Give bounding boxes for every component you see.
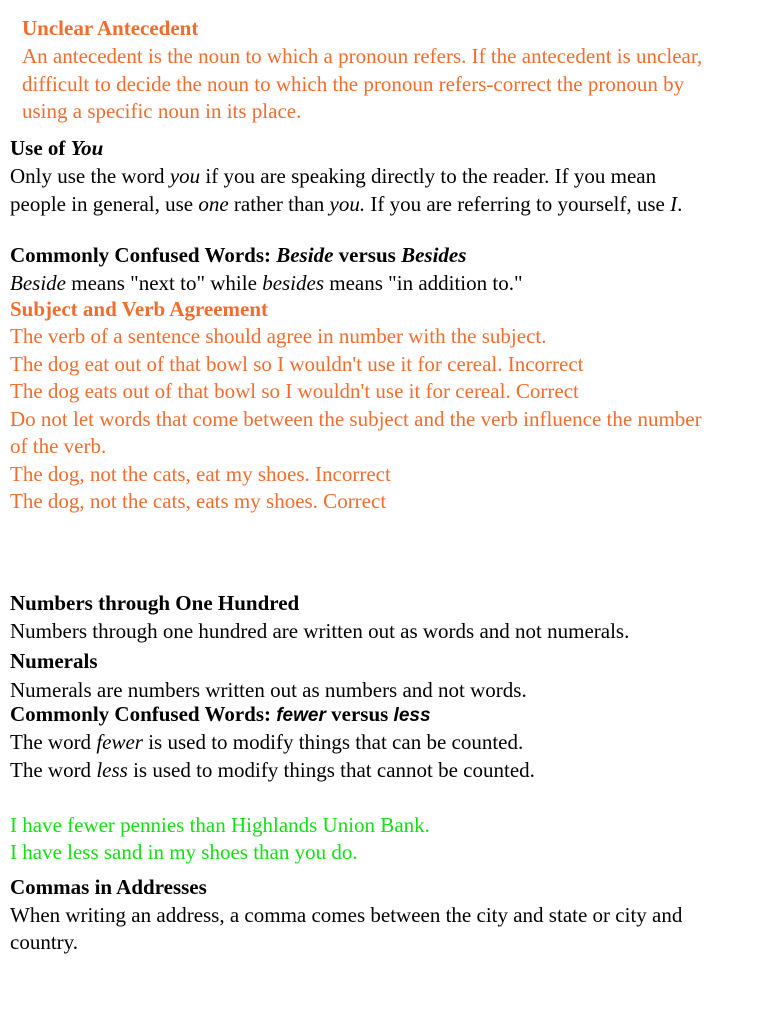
agreement-line-1: The verb of a sentence should agree in number with the subject. (10, 324, 547, 348)
numbers-line-1: Numbers through one hundred are written out as words and not numerals. (10, 619, 630, 643)
commas-line-1: When writing an address, a comma comes between the city and state or city and (10, 903, 683, 927)
commas-line-2: country. (10, 930, 79, 954)
beside-besides-line-1 (10, 270, 523, 297)
text-run: if you are speaking directly to the reader. If you mean (200, 164, 657, 188)
text-emphasis: besides (262, 271, 325, 295)
numerals-heading: Numerals (10, 649, 98, 673)
less-example-sentence: I have less sand in my shoes than you do. (10, 840, 358, 864)
agreement-line-5: of the verb. (10, 434, 107, 458)
text-run: means "next to" while (65, 271, 263, 295)
text-emphasis: you (169, 164, 201, 188)
use-of-you-line-1 (10, 163, 656, 190)
text-run: . (677, 192, 683, 216)
agreement-line-3: The dog eats out of that bowl so I wouldn't use it for cereal. Correct (10, 379, 579, 403)
text-emphasis: you. (329, 192, 366, 216)
text-run: means "in addition to." (324, 271, 523, 295)
fewer-less-line-2 (10, 757, 535, 784)
fewer-less-heading (10, 701, 431, 729)
text-emphasis: less (96, 758, 128, 782)
heading-emphasis: less (393, 705, 431, 726)
heading-text: Use of (10, 136, 71, 160)
text-run: people in general, use (10, 192, 199, 216)
unclear-antecedent-heading: Unclear Antecedent (22, 16, 199, 40)
unclear-antecedent-line-1: An antecedent is the noun to which a pronoun refers. If the antecedent is unclear, (22, 44, 703, 68)
text-emphasis: one (198, 192, 229, 216)
text-run: rather than (228, 192, 330, 216)
heading-emphasis: You (70, 136, 104, 160)
text-emphasis: Beside (10, 271, 66, 295)
text-run: If you are referring to yourself, use (365, 192, 671, 216)
heading-emphasis: Beside (276, 243, 334, 267)
heading-emphasis: fewer (276, 705, 326, 726)
heading-emphasis: Besides (401, 243, 467, 267)
agreement-heading: Subject and Verb Agreement (10, 297, 269, 321)
heading-text: versus (325, 702, 394, 726)
heading-text: Commonly Confused Words: (10, 243, 277, 267)
text-run: The word (10, 758, 97, 782)
agreement-line-2: The dog eat out of that bowl so I wouldn't use it for cereal. Incorrect (10, 352, 584, 376)
text-emphasis: I (670, 192, 678, 216)
text-run: is used to modify things that can be counted. (142, 730, 524, 754)
fewer-less-line-1 (10, 729, 523, 756)
numerals-line-1: Numerals are numbers written out as numbers and not words. (10, 678, 527, 702)
heading-text: Commonly Confused Words: (10, 702, 277, 726)
commas-heading: Commas in Addresses (10, 875, 207, 899)
fewer-example-sentence: I have fewer pennies than Highlands Union Bank. (10, 813, 430, 837)
text-emphasis: fewer (96, 730, 143, 754)
unclear-antecedent-line-3: using a specific noun in its place. (22, 99, 302, 123)
text-run: Only use the word (10, 164, 170, 188)
heading-text: versus (333, 243, 402, 267)
text-run: The word (10, 730, 97, 754)
agreement-line-7: The dog, not the cats, eats my shoes. Correct (10, 489, 387, 513)
use-of-you-heading (10, 135, 103, 162)
numbers-heading: Numbers through One Hundred (10, 591, 300, 615)
agreement-line-6: The dog, not the cats, eat my shoes. Incorrect (10, 462, 391, 486)
use-of-you-line-2 (10, 191, 682, 218)
beside-besides-heading (10, 242, 466, 269)
agreement-line-4: Do not let words that come between the subject and the verb influence the number (10, 407, 702, 431)
text-run: is used to modify things that cannot be counted. (127, 758, 535, 782)
unclear-antecedent-line-2: difficult to decide the noun to which the pronoun refers-correct the pronoun by (22, 72, 685, 96)
